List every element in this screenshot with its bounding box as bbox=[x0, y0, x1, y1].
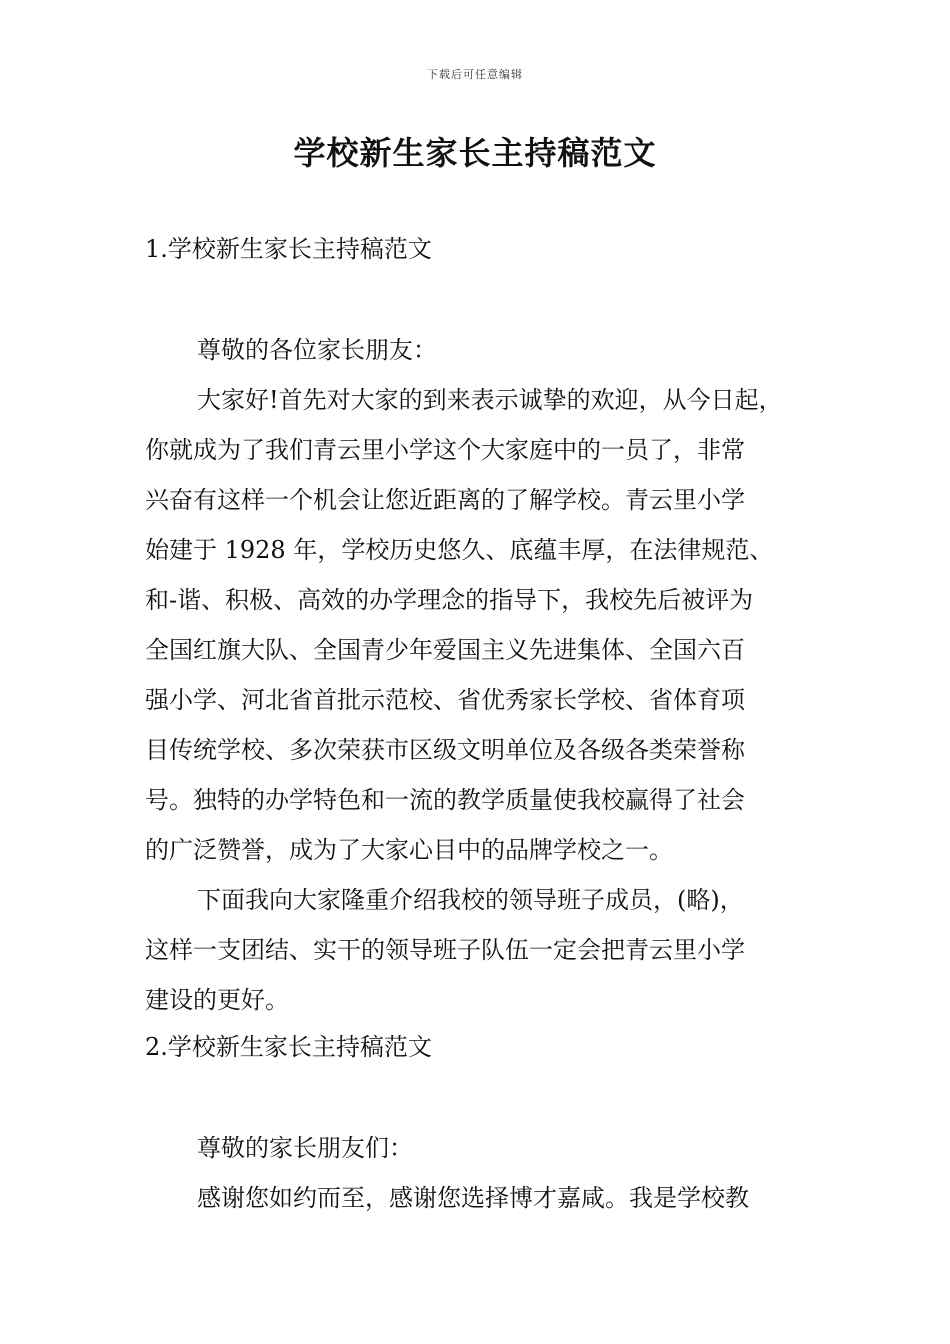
paragraph-line: 始建于 1928 年，学校历史悠久、底蕴丰厚，在法律规范、 bbox=[145, 536, 774, 564]
paragraph-line: 号。独特的办学特色和一流的教学质量使我校赢得了社会 bbox=[145, 786, 745, 814]
paragraph-line: 目传统学校、多次荣获市区级文明单位及各级各类荣誉称 bbox=[145, 736, 745, 764]
paragraph-line: 这样一支团结、实干的领导班子队伍一定会把青云里小学 bbox=[145, 936, 745, 964]
page-title: 学校新生家长主持稿范文 bbox=[293, 134, 657, 172]
paragraph-line: 和-谐、积极、高效的办学理念的指导下，我校先后被评为 bbox=[145, 586, 754, 614]
paragraph-line: 兴奋有这样一个机会让您近距离的了解学校。青云里小学 bbox=[145, 486, 745, 514]
paragraph-line: 的广泛赞誉，成为了大家心目中的品牌学校之一。 bbox=[145, 836, 673, 864]
paragraph-line: 大家好!首先对大家的到来表示诚挚的欢迎，从今日起， bbox=[197, 386, 783, 414]
header-note: 下载后可任意编辑 bbox=[427, 68, 523, 81]
section-heading: 2.学校新生家长主持稿范文 bbox=[145, 1033, 432, 1061]
paragraph-line: 下面我向大家隆重介绍我校的领导班子成员，(略)， bbox=[197, 886, 744, 914]
paragraph-line: 强小学、河北省首批示范校、省优秀家长学校、省体育项 bbox=[145, 686, 745, 714]
paragraph-line: 你就成为了我们青云里小学这个大家庭中的一员了，非常 bbox=[145, 436, 745, 464]
paragraph-line: 全国红旗大队、全国青少年爱国主义先进集体、全国六百 bbox=[145, 636, 745, 664]
greeting: 尊敬的各位家长朋友： bbox=[197, 336, 437, 364]
section-heading: 1.学校新生家长主持稿范文 bbox=[145, 235, 432, 263]
paragraph-line: 感谢您如约而至，感谢您选择博才嘉咸。我是学校教 bbox=[197, 1184, 749, 1212]
greeting: 尊敬的家长朋友们： bbox=[197, 1134, 413, 1162]
paragraph-line: 建设的更好。 bbox=[145, 986, 289, 1014]
